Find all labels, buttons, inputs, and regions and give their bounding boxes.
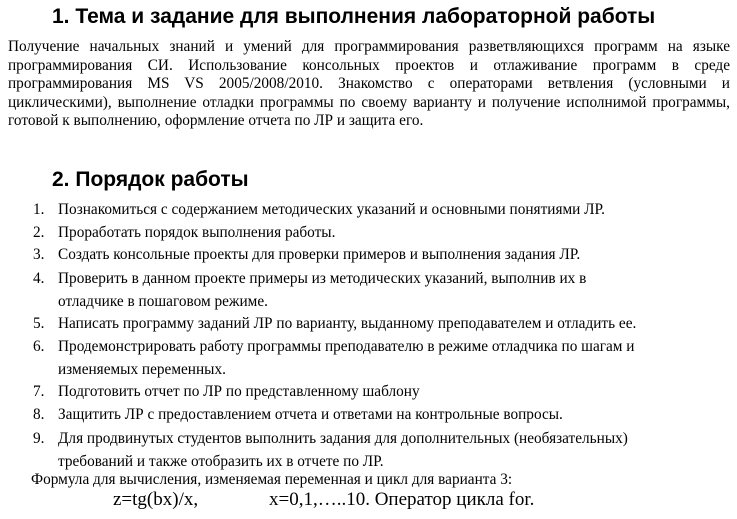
step-text: Создать консольные проекты для проверки примеров и выполнения задания ЛР. [58, 246, 581, 264]
step-text-continued: изменяемых переменных. [58, 361, 226, 379]
section1-heading: 1. Тема и задание для выполнения лабораторной работы [52, 5, 656, 28]
step-text-continued: отладчике в пошаговом режиме. [58, 292, 268, 310]
step-number: 9. [33, 429, 45, 447]
step-item [0, 199, 737, 222]
step-item [0, 222, 737, 245]
steps-list [0, 199, 737, 473]
formula-line [113, 489, 535, 511]
step-text: Подготовить отчет по ЛР по представленному шаблону [58, 383, 420, 401]
step-number: 4. [33, 269, 45, 287]
step-number: 2. [33, 223, 45, 241]
step-text: Защитить ЛР с предоставлением отчета и ответами на контрольные вопросы. [58, 405, 563, 423]
step-item [0, 381, 737, 404]
section1-paragraph: Получение начальных знаний и умений для программирования разветвляющихся программ на языке программирования СИ. Использование консольных проектов и отлаживание программ в среде программирования MS VS 2005/2008/2010. Знакомство с операторами ветвления (условными и циклическими), выполнение отладки программы по своему варианту и получение исполнимой программы, готовой к выполнению, оформление отчета по ЛР и защита его. [8, 38, 730, 129]
step-item [0, 427, 737, 473]
step-number: 7. [33, 383, 45, 401]
step-number: 5. [33, 314, 45, 332]
step-item [0, 335, 737, 381]
formula-range: x=0,1,…..10. Оператор цикла for. [269, 489, 535, 510]
step-text-continued: требований и также отобразить их в отчете по ЛР. [58, 452, 384, 470]
step-number: 1. [33, 201, 45, 218]
step-item [0, 313, 737, 336]
step-number: 6. [33, 338, 45, 356]
formula-expression: z=tg(bx)/x, [113, 489, 199, 510]
step-item [0, 267, 737, 313]
step-text: Проработать порядок выполнения работы. [58, 223, 336, 241]
step-text: Для продвинутых студентов выполнить задания для дополнительных (необязательных) [58, 429, 628, 447]
step-text: Написать программу заданий ЛР по варианту, выданному преподавателем и отладить ее. [58, 314, 637, 332]
step-number: 8. [33, 405, 45, 423]
step-item [0, 244, 737, 267]
step-item [0, 404, 737, 427]
step-text: Познакомиться с содержанием методических указаний и основными понятиями ЛР. [58, 201, 605, 218]
step-text: Проверить в данном проекте примеры из методических указаний, выполнив их в [58, 269, 587, 287]
section2-heading: 2. Порядок работы [52, 168, 249, 191]
formula-intro: Формула для вычисления, изменяемая переменная и цикл для варианта 3: [31, 471, 513, 488]
step-number: 3. [33, 246, 45, 264]
step-text: Продемонстрировать работу программы преподавателю в режиме отладчика по шагам и [58, 338, 635, 356]
